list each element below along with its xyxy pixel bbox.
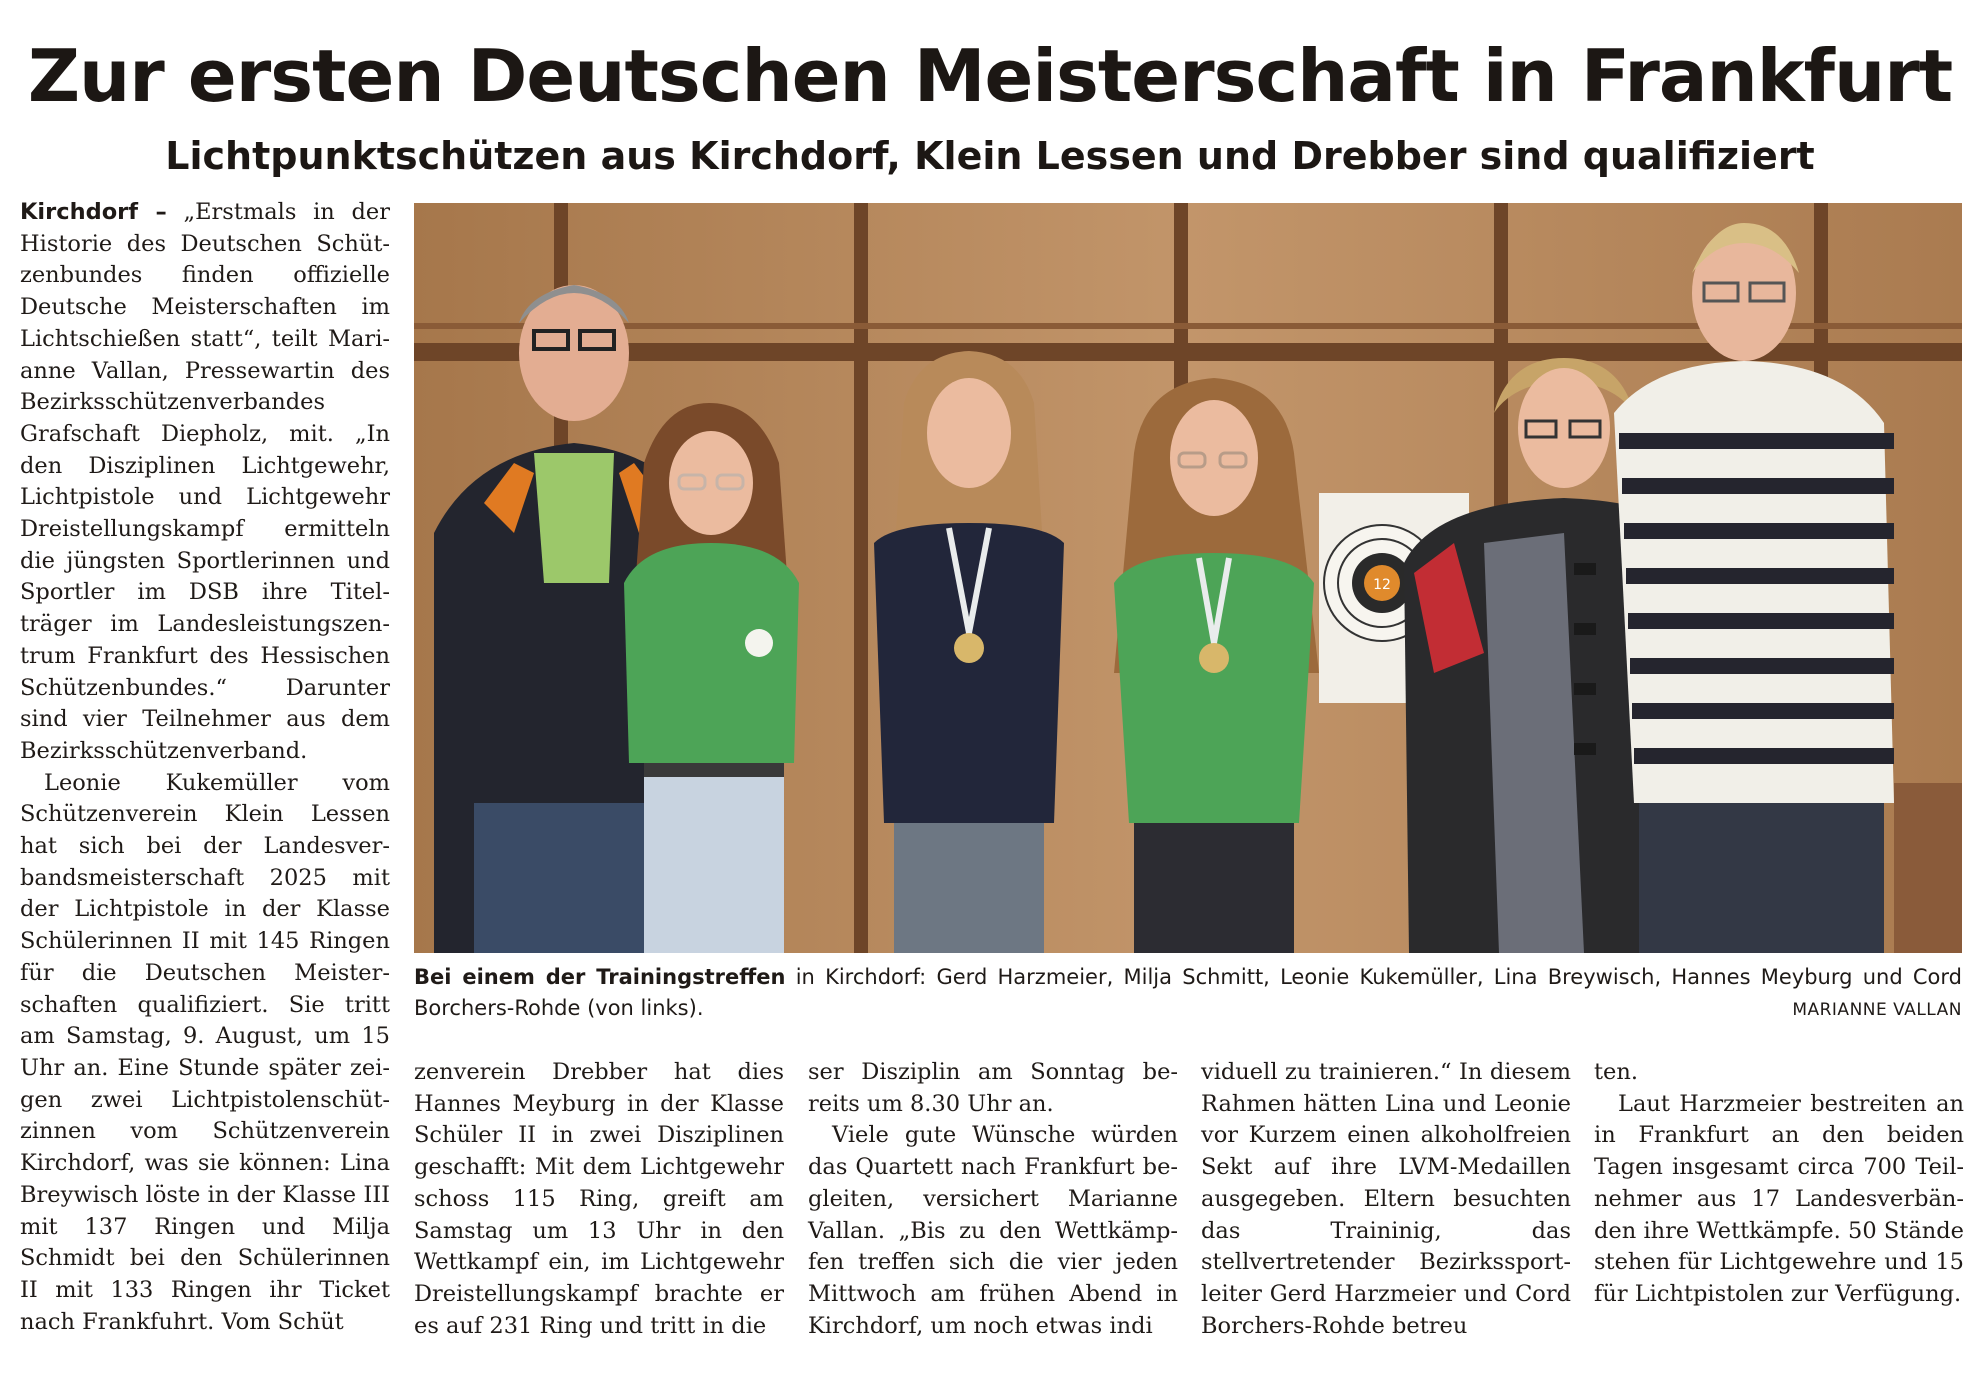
- target-digit: 12: [1373, 577, 1391, 593]
- paragraph: [20, 197, 390, 768]
- headline: Zur ersten Deutschen Meisterschaft in Frankfurt: [27, 34, 1953, 118]
- article-column-1: [20, 197, 390, 1338]
- medal: [1199, 643, 1229, 673]
- subheadline: Lichtpunktschützen aus Kirchdorf, Klein Lessen und Drebber sind qualifiziert: [165, 134, 1815, 178]
- medal: [954, 633, 984, 663]
- paragraph: ser Disziplin am Sonntag bereits um 8.30 Uhr an.: [808, 1059, 1178, 1117]
- article-column-3: [808, 1057, 1178, 1342]
- chair: [1894, 783, 1962, 953]
- paragraph: ten.: [1594, 1059, 1639, 1085]
- person-leonie: [874, 351, 1064, 953]
- article-column-2: [414, 1057, 784, 1342]
- article-column-4: [1201, 1057, 1571, 1342]
- person-milja: [624, 403, 799, 953]
- person-lina: [1114, 378, 1319, 953]
- photo-caption: [414, 962, 1962, 1024]
- caption-text: in Kirchdorf: Gerd Harzmeier, Milja Schmitt, Leonie Kukemüller, Lina Breywisch, Hannes Meyburg und Cord Borchers-Rohde (von links).: [414, 965, 1962, 1020]
- paragraph-text: „Erstmals in der Historie des Deutschen Schützenbundes finden offizielle Deutsche Meisterschaften im Lichtschießen statt“, teilt Marianne Vallan, Pressewartin des Bezirksschützenverbandes Grafschaft Diepholz, mit. „In den Disziplinen Lichtgewehr, Lichtpistole und Lichtgewehr Dreistellungskampf ermitteln die jüngsten Sportlerinnen und Sportler im DSB ihre Titelträger im Landesleistungszentrum Frankfurt des Hessischen Schützenbundes.“ Darunter sind vier Teilnehmer aus dem Bezirksschützenverband.: [20, 199, 390, 764]
- paragraph: Leonie Kukemüller vom Schützenverein Klein Lessen hat sich bei der Landesverbandsmeisterschaft 2025 mit der Lichtpistole in der Klasse Schülerinnen II mit 145 Ringen für die Deutschen Meisterschaften qualifiziert. Sie tritt am Samstag, 9. August, um 15 Uhr an. Eine Stunde später zeigen zwei Lichtpistolenschützinnen vom Schützenverein Kirchdorf, was sie können: Lina Breywisch löste in der Klasse III mit 137 Ringen und Milja Schmidt bei den Schülerinnen II mit 133 Ringen ihr Ticket nach Frankfuhrt. Vom Schüt: [20, 769, 390, 1335]
- paragraph: Laut Harzmeier bestreiten an in Frankfurt an den beiden Tagen insgesamt circa 700 Teilnehmer aus 17 Landesverbänden ihre Wettkämpfe. 50 Stände stehen für Lichtgewehre und 15 für Lichtpistolen zur Verfügung.: [1594, 1090, 1964, 1307]
- photo-credit: MARIANNE VALLAN: [1792, 1000, 1962, 1020]
- dateline: Kirchdorf –: [20, 199, 167, 225]
- article-photo: [414, 203, 1962, 953]
- caption-lead: Bei einem der Trainingstreffen: [414, 965, 786, 989]
- paragraph: zenverein Drebber hat dies Hannes Meyburg in der Klasse Schüler II in zwei Disziplinen geschafft: Mit dem Lichtgewehr schoss 115 Ring, greift am Samstag um 13 Uhr in den Wettkampf ein, im Lichtgewehr Dreistellungskampf brachte er es auf 231 Ring und tritt in die: [414, 1059, 784, 1339]
- paragraph: Viele gute Wünsche würden das Quartett nach Frankfurt begleiten, versichert Marianne Vallan. „Bis zu den Wettkämpfen treffen sich die vier jeden Mittwoch am frühen Abend in Kirchdorf, um noch etwas indi: [808, 1122, 1178, 1339]
- paragraph: viduell zu trainieren.“ In diesem Rahmen hätten Lina und Leonie vor Kurzem einen alkoholfreien Sekt auf ihre LVM-Medaillen ausgegeben. Eltern besuchten das Traininig, das stellvertretender Bezirkssportleiter Gerd Harzmeier und Cord Borchers-Rohde betreu: [1201, 1059, 1571, 1339]
- article-column-5: [1594, 1057, 1964, 1311]
